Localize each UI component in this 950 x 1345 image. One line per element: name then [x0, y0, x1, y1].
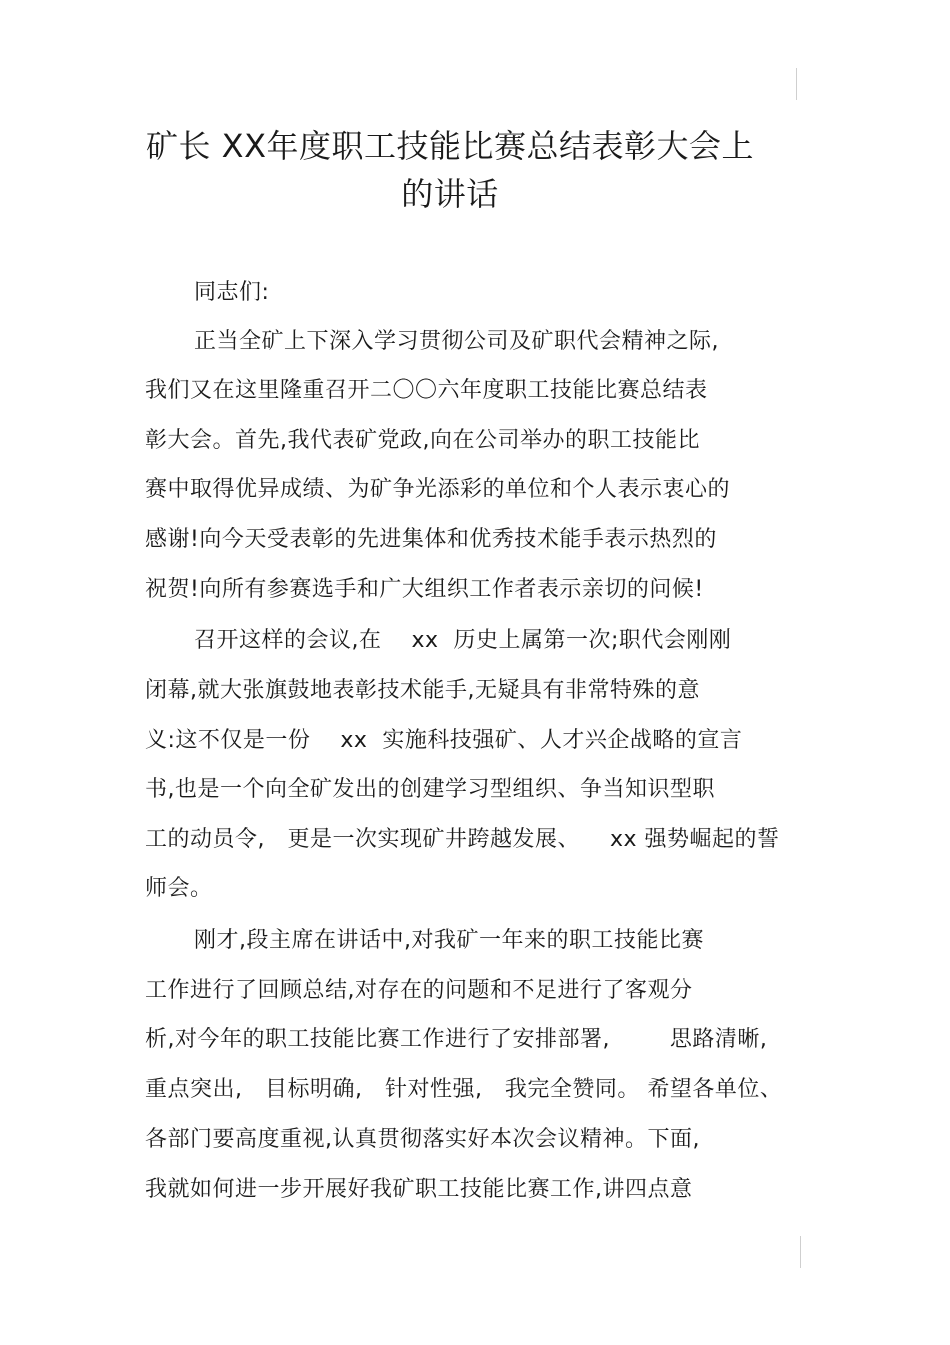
body-line: 各部门要高度重视,认真贯彻落实好本次会议精神。下面,: [145, 1127, 700, 1152]
body-line: 赛中取得优异成绩、为矿争光添彩的单位和个人表示衷心的: [145, 477, 731, 502]
body-line: 召开这样的会议,在 xx 历史上属第一次;职代会刚刚: [194, 628, 732, 653]
document-title-line-1: 矿长 XX年度职工技能比赛总结表彰大会上: [145, 127, 755, 165]
body-line: 义:这不仅是一份 xx 实施科技强矿、人才兴企战略的宣言: [145, 728, 743, 753]
body-line: 彰大会。首先,我代表矿党政,向在公司举办的职工技能比: [145, 428, 700, 453]
salutation: 同志们:: [194, 280, 270, 305]
document-title-line-2: 的讲话: [401, 175, 499, 213]
body-line: 重点突出, 目标明确, 针对性强, 我完全赞同。 希望各单位、: [145, 1077, 783, 1102]
body-line: 我们又在这里隆重召开二〇〇六年度职工技能比赛总结表: [145, 378, 708, 403]
body-line: 正当全矿上下深入学习贯彻公司及矿职代会精神之际,: [194, 329, 719, 354]
bottom-right-margin-mark: [800, 1236, 801, 1268]
body-line: 我就如何进一步开展好我矿职工技能比赛工作,讲四点意: [145, 1177, 693, 1202]
body-line: 闭幕,就大张旗鼓地表彰技术能手,无疑具有非常特殊的意: [145, 678, 700, 703]
body-line: 析,对今年的职工技能比赛工作进行了安排部署, 思路清晰,: [145, 1027, 768, 1052]
body-line: 书,也是一个向全矿发出的创建学习型组织、争当知识型职: [145, 777, 715, 802]
body-line: 祝贺!向所有参赛选手和广大组织工作者表示亲切的问候!: [145, 577, 704, 602]
top-right-margin-mark: [796, 68, 797, 100]
body-line: 师会。: [145, 876, 213, 901]
body-line: 工作进行了回顾总结,对存在的问题和不足进行了客观分: [145, 978, 693, 1003]
body-line: 感谢!向今天受表彰的先进集体和优秀技术能手表示热烈的: [145, 527, 717, 552]
body-line: 工的动员令, 更是一次实现矿井跨越发展、 xx 强势崛起的誓: [145, 827, 780, 852]
body-line: 刚才,段主席在讲话中,对我矿一年来的职工技能比赛: [194, 928, 704, 953]
